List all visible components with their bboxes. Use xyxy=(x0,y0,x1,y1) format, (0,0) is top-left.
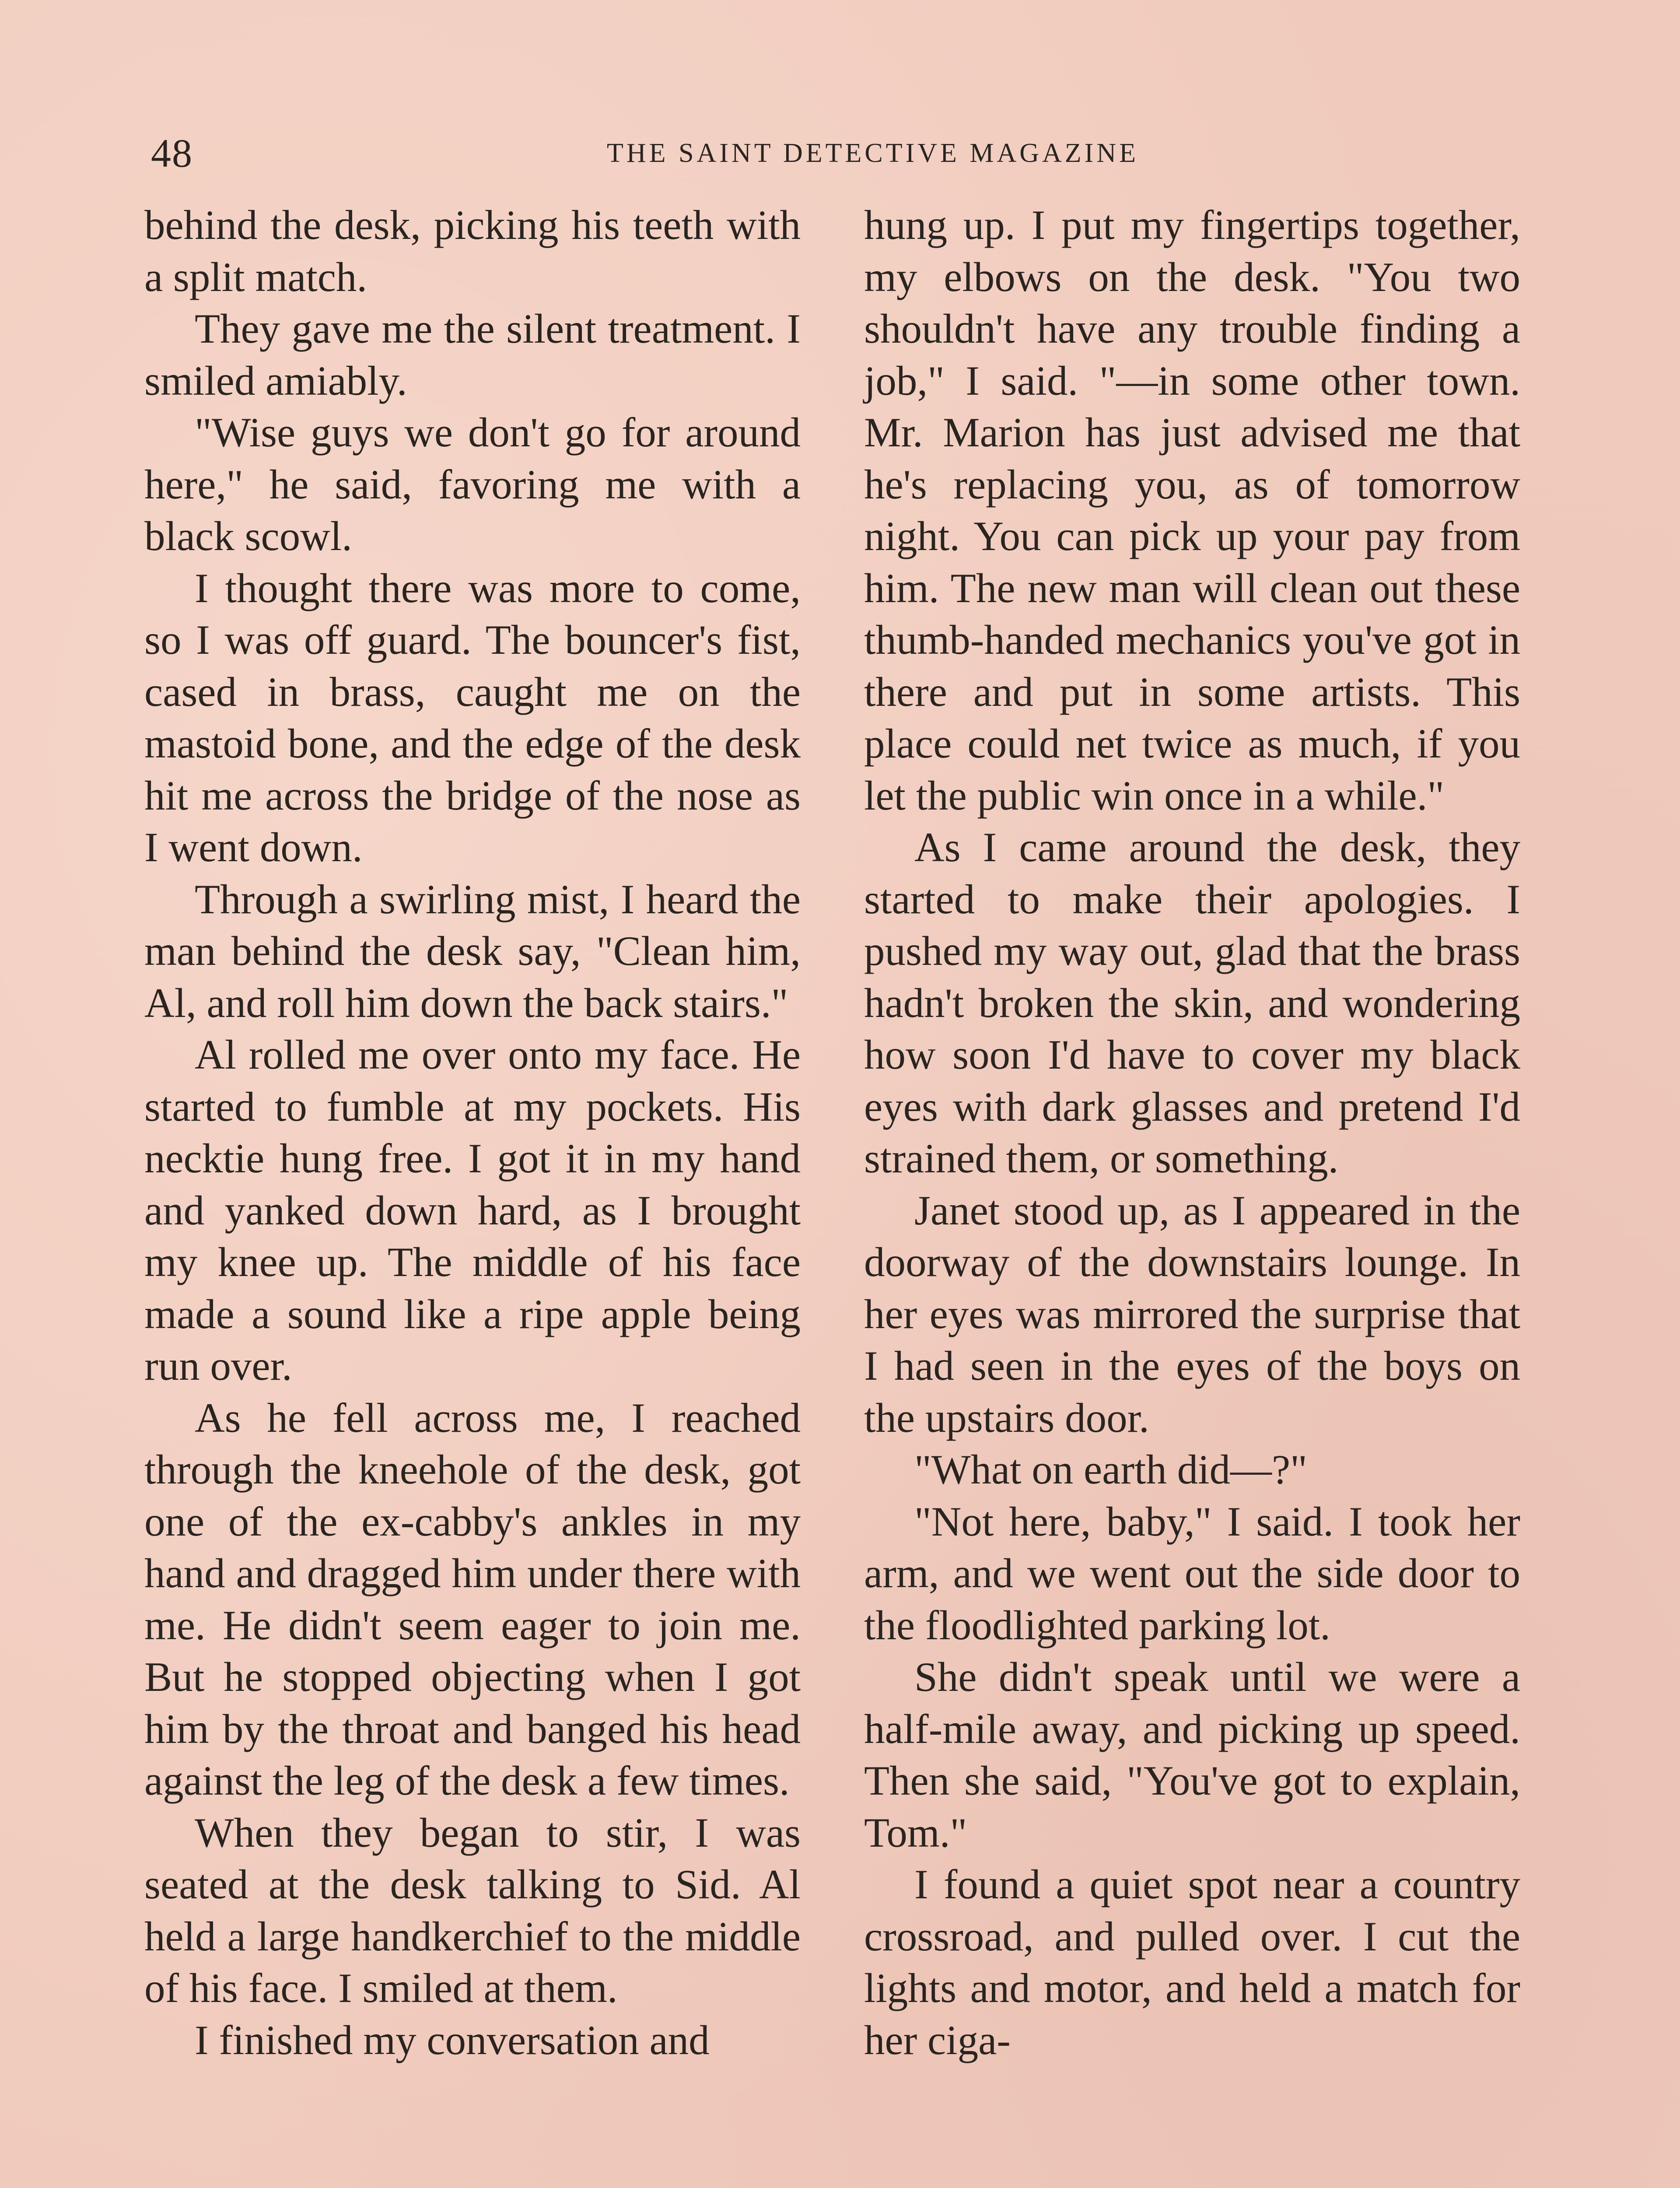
paragraph: They gave me the silent treatment. I smiled amiably. xyxy=(144,305,801,404)
paragraph: Through a swirling mist, I heard the man behind the desk say, "Clean him, Al, and roll him down the back stairs." xyxy=(144,876,801,1026)
paragraph: I found a quiet spot near a country crossroad, and pulled over. I cut the lights and motor, and held a match for her ciga- xyxy=(864,1861,1520,2063)
paragraph: As he fell across me, I reached through the kneehole of the desk, got one of the ex-cabby's ankles in my hand and dragged him under there with me. He didn't seem eager to join me. But he stopped objecting when I got him by the throat and banged his head against the leg of the desk a few times. xyxy=(144,1394,801,1804)
right-column xyxy=(864,199,1520,2066)
left-column xyxy=(144,199,801,2066)
paragraph: "What on earth did—?" xyxy=(914,1446,1307,1493)
paragraph: I thought there was more to come, so I was off guard. The bouncer's fist, cased in brass, caught me on the mastoid bone, and the edge of the desk hit me across the bridge of the nose as I went down. xyxy=(144,565,801,870)
running-title: THE SAINT DETECTIVE MAGAZINE xyxy=(607,138,1139,168)
page-header xyxy=(151,127,1529,179)
paragraph: "Not here, baby," I said. I took her arm, and we went out the side door to the floodlighted parking lot. xyxy=(864,1498,1520,1648)
paragraph: Al rolled me over onto my face. He started to fumble at my pockets. His necktie hung free. I got it in my hand and yanked down hard, as I brought my knee up. The middle of his face made a sound like a ripe apple being run over. xyxy=(144,1031,801,1389)
paragraph: She didn't speak until we were a half-mile away, and picking up speed. Then she said, "You've got to explain, Tom." xyxy=(864,1654,1520,1856)
paragraph: When they began to stir, I was seated at the desk talking to Sid. Al held a large handkerchief to the middle of his face. I smiled at them. xyxy=(144,1809,801,2011)
page-number: 48 xyxy=(151,131,193,175)
paragraph: As I came around the desk, they started to make their apologies. I pushed my way out, glad that the brass hadn't broken the skin, and wondering how soon I'd have to cover my black eyes with dark glasses and pretend I'd strained them, or something. xyxy=(864,824,1520,1182)
paragraph: behind the desk, picking his teeth with a split match. xyxy=(144,202,801,300)
paragraph: "Wise guys we don't go for around here," he said, favoring me with a black scowl. xyxy=(144,409,801,559)
paragraph: I finished my conversation and xyxy=(195,2016,710,2063)
paragraph: Janet stood up, as I appeared in the doorway of the downstairs lounge. In her eyes was mirrored the surprise that I had seen in the eyes of the boys on the upstairs door. xyxy=(864,1187,1520,1441)
paragraph: hung up. I put my fingertips together, my elbows on the desk. "You two shouldn't have any trouble finding a job," I said. "—in some other town. Mr. Marion has just advised me that he's replacing you, as of tomorrow night. You can pick up your pay from him. The new man will clean out these thumb-handed mechanics you've got in there and put in some artists. This place could net twice as much, if you let the public win once in a while." xyxy=(864,202,1520,819)
